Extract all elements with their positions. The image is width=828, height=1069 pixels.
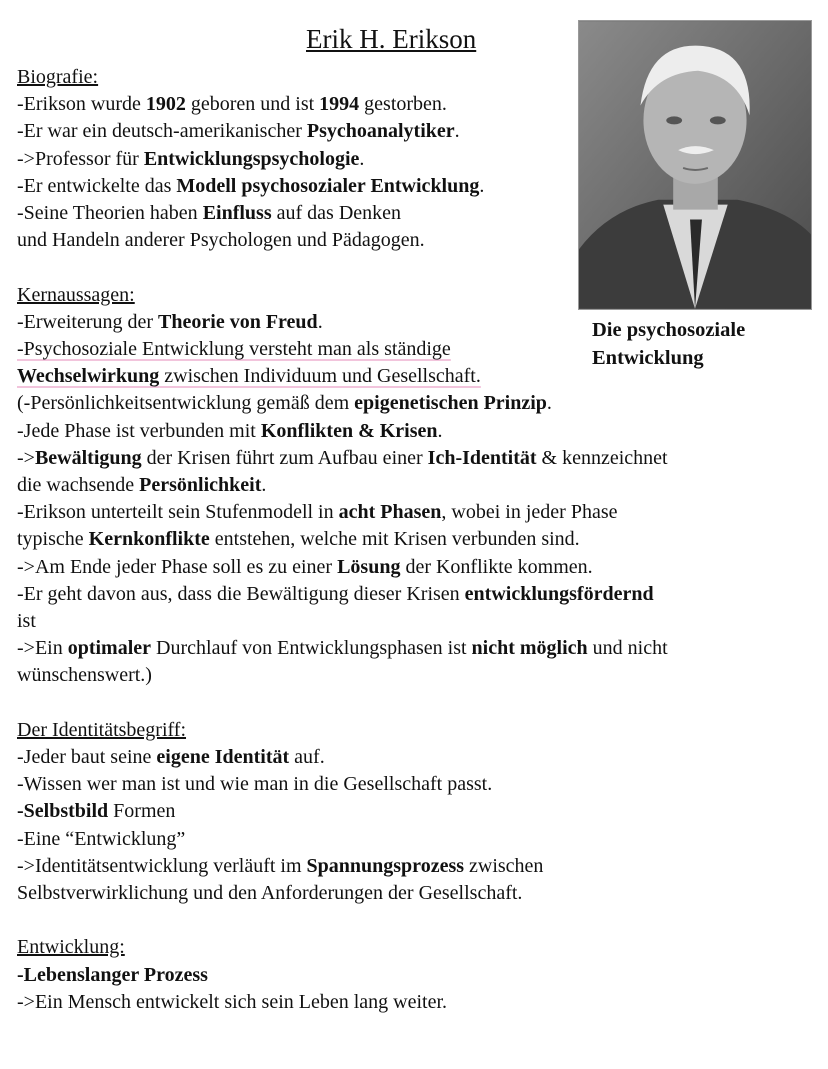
text-line: ->Ein Mensch entwickelt sich sein Leben lang weiter. — [17, 990, 448, 1013]
text-line: -Seine Theorien haben Einfluss auf das Denken — [17, 202, 402, 225]
text-line: Selbstverwirklichung und den Anforderungen der Gesellschaft. — [17, 882, 523, 905]
text-line: Wechselwirkung zwischen Individuum und Gesellschaft. — [17, 365, 481, 388]
text-line: ->Professor für Entwicklungspsychologie. — [17, 147, 365, 170]
text-line: ->Ein optimaler Durchlauf von Entwicklungsphasen ist nicht möglich und nicht — [17, 637, 668, 660]
text-line: -Wissen wer man ist und wie man in die Gesellschaft passt. — [17, 773, 493, 796]
text-line: -Erweiterung der Theorie von Freud. — [17, 310, 323, 333]
spacer — [17, 254, 817, 281]
photo-caption: Die psychosoziale Entwicklung — [592, 319, 746, 369]
text-line: -Erikson unterteilt sein Stufenmodell in acht Phasen, wobei in jeder Phase — [17, 501, 618, 524]
text-line: -Jeder baut seine eigene Identität auf. — [17, 746, 325, 769]
document-title: Erik H. Erikson — [306, 24, 477, 54]
text-line: und Handeln anderer Psychologen und Pädagogen. — [17, 229, 425, 252]
text-line: -Erikson wurde 1902 geboren und ist 1994 gestorben. — [17, 93, 447, 116]
text-line: ->Identitätsentwicklung verläuft im Spannungsprozess zwischen — [17, 854, 544, 877]
text-line: wünschenswert.) — [17, 664, 152, 687]
section-heading-kernaussagen: Kernaussagen: — [17, 283, 135, 306]
text-line: die wachsende Persönlichkeit. — [17, 474, 267, 497]
section-heading-entwicklung: Entwicklung: — [17, 936, 125, 959]
text-line: -Er entwickelte das Modell psychosozialer Entwicklung. — [17, 174, 485, 197]
text-line: typische Kernkonflikte entstehen, welche mit Krisen verbunden sind. — [17, 528, 580, 551]
text-line: ->Am Ende jeder Phase soll es zu einer Lösung der Konflikte kommen. — [17, 555, 593, 578]
text-line: ist — [17, 610, 36, 633]
text-line: -Eine “Entwicklung” — [17, 827, 186, 850]
text-line: ->Bewältigung der Krisen führt zum Aufbau einer Ich-Identität & kennzeichnet — [17, 446, 668, 469]
section-heading-identitaetsbegriff: Der Identitätsbegriff: — [17, 718, 187, 741]
text-line: -Er war ein deutsch-amerikanischer Psychoanalytiker. — [17, 120, 460, 143]
section-heading-biografie: Biografie: — [17, 66, 99, 88]
text-line: -Er geht davon aus, dass die Bewältigung dieser Krisen entwicklungsfördernd — [17, 582, 654, 605]
text-line: (-Persönlichkeitsentwicklung gemäß dem epigenetischen Prinzip. — [17, 392, 552, 415]
text-line: -Lebenslanger Prozess — [17, 963, 208, 986]
text-line: -Selbstbild Formen — [17, 800, 176, 823]
text-line: -Psychosoziale Entwicklung versteht man als ständige — [17, 338, 451, 361]
document-body — [17, 64, 817, 1016]
spacer — [17, 690, 817, 717]
spacer — [17, 907, 817, 934]
text-line: -Jede Phase ist verbunden mit Konflikten & Krisen. — [17, 419, 443, 442]
